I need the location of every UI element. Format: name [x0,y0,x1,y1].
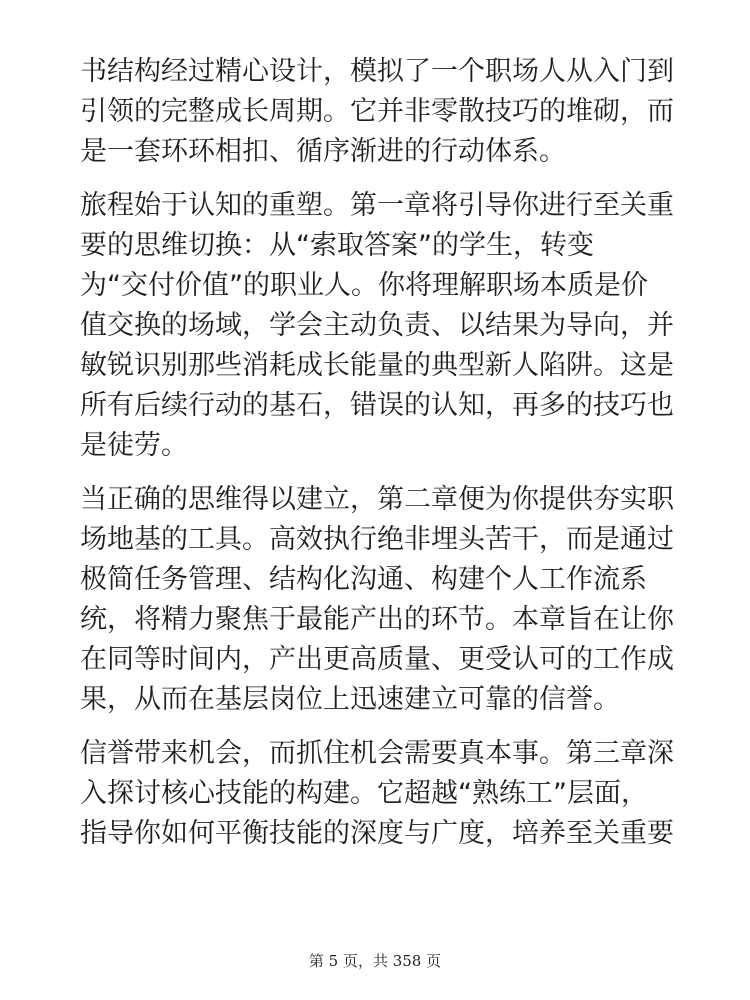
text-line: 果，从而在基层岗位上迅速建立可靠的信誉。 [80,684,620,715]
text-line: 所有后续行动的基石，错误的认知，再多的技巧也 [80,390,674,421]
text-line: 入探讨核心技能的构建。它超越“熟练工”层面， [80,778,648,809]
paragraph-2 [80,186,680,466]
text-line: 统，将精力聚焦于最能产出的环节。本章旨在让你 [80,604,674,635]
text-line: 当正确的思维得以建立，第二章便为你提供夯实职 [80,484,674,515]
text-line: 引领的完整成长周期。它并非零散技巧的堆砌，而 [80,96,674,127]
text-line: 旅程始于认知的重塑。第一章将引导你进行至关重 [80,190,674,221]
text-line: 为“交付价值”的职业人。你将理解职场本质是价 [80,270,648,301]
text-line: 值交换的场域，学会主动负责、以结果为导向，并 [80,310,674,341]
page-number-footer: 第 5 页，共 358 页 [308,952,442,970]
body-text [80,52,680,868]
paragraph-4 [80,734,680,854]
text-line: 要的思维切换：从“索取答案”的学生，转变 [80,230,594,261]
text-line: 在同等时间内，产出更高质量、更受认可的工作成 [80,644,674,675]
text-line: 信誉带来机会，而抓住机会需要真本事。第三章深 [80,738,674,769]
text-line: 是一套环环相扣、循序渐进的行动体系。 [80,136,566,167]
text-line: 敏锐识别那些消耗成长能量的典型新人陷阱。这是 [80,350,674,381]
text-line: 是徒劳。 [80,430,188,461]
text-line: 场地基的工具。高效执行绝非埋头苦干，而是通过 [80,524,674,555]
text-line: 极简任务管理、结构化沟通、构建个人工作流系 [80,564,647,595]
paragraph-3 [80,480,680,720]
text-line: 指导你如何平衡技能的深度与广度，培养至关重要 [80,818,674,849]
paragraph-1 [80,52,680,172]
text-line: 书结构经过精心设计，模拟了一个职场人从入门到 [80,56,674,87]
